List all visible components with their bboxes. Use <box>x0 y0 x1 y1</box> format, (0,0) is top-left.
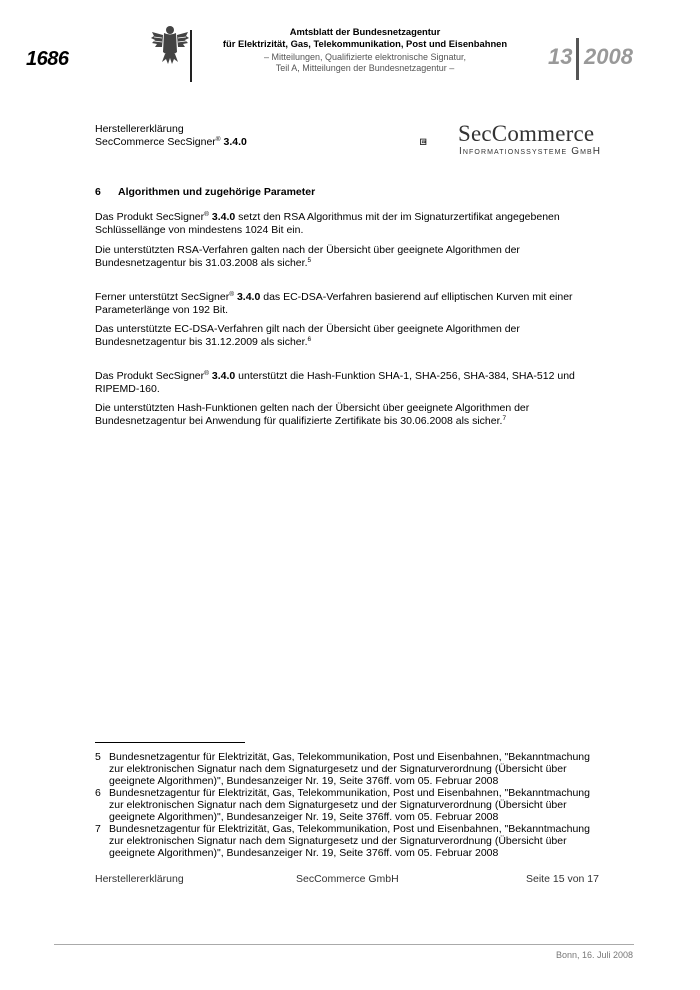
journal-subtitle-line-2: Teil A, Mitteilungen der Bundesnetzagentur – <box>275 63 455 73</box>
issue-divider <box>576 38 579 80</box>
footnote-ref-6[interactable]: 6 <box>307 335 312 343</box>
footnote-number: 7 <box>95 823 101 835</box>
footnote-text: Bundesnetzagentur für Elektrizität, Gas, Telekommunikation, Post und Eisenbahnen, "Bekanntmachung zur elektronischen Signatur nach dem Signaturgesetz und der Signaturverordnung (Übersicht über geeignete Algorithmen)", Bundesanzeiger Nr. 19, Seite 376ff. vom 05. Februar 2008 <box>109 823 590 859</box>
paragraph-hash: Das Produkt SecSigner® 3.4.0 unterstützt die Hash-Funktion SHA-1, SHA-256, SHA-384, SHA-512 und RIPEMD-160. <box>95 370 575 395</box>
publication-date: Bonn, 16. Juli 2008 <box>555 950 633 960</box>
header-divider <box>190 30 192 82</box>
paragraph-rsa: Das Produkt SecSigner® 3.4.0 setzt den RSA Algorithmus mit der im Signaturzertifikat angegebenen Schlüssellänge von mindestens 1024 Bit ein. <box>95 211 560 236</box>
journal-header <box>200 26 530 74</box>
footnote-7 <box>95 823 600 859</box>
logo-tagline: Informationssysteme GmbH <box>459 146 602 157</box>
bottom-divider <box>54 944 634 945</box>
footnote-number: 5 <box>95 751 101 763</box>
document-title-line-1: Herstellererklärung <box>95 123 184 135</box>
journal-title-line-2: für Elektrizität, Gas, Telekommunikation, Post und Eisenbahnen <box>222 38 508 49</box>
section-number: 6 <box>95 186 101 198</box>
section-heading <box>95 186 315 198</box>
paragraph-hash-validity: Die unterstützten Hash-Funktionen gelten nach der Übersicht über geeignete Algorithmen der Bundesnetzagentur bei Anwendung für qualifizierte Zertifikate bis 30.06.2008 als sicher.$^7$ <box>95 402 530 427</box>
footer-company: SecCommerce GmbH <box>296 873 399 885</box>
section-title: Algorithmen und zugehörige Parameter <box>118 186 316 198</box>
footnote-ref-7[interactable]: 7 <box>502 414 507 422</box>
footer-page-count: Seite 15 von 17 <box>526 873 599 885</box>
paragraph-ecdsa-validity: Das unterstützte EC-DSA-Verfahren gilt nach der Übersicht über geeignete Algorithmen der Bundesnetzagentur bis 31.12.2009 als sicher.$^6$ <box>95 323 520 348</box>
footer-document-name: Herstellererklärung <box>95 873 184 885</box>
logo-name: SecCommerce <box>458 121 595 146</box>
document-title <box>95 123 247 149</box>
footnote-ref-5[interactable]: 5 <box>307 256 312 264</box>
issue-year: 2008 <box>584 44 633 69</box>
seccommerce-logo-icon <box>420 122 454 162</box>
footnote-text: Bundesnetzagentur für Elektrizität, Gas, Telekommunikation, Post und Eisenbahnen, "Bekanntmachung zur elektronischen Signatur nach dem Signaturgesetz und der Signaturverordnung (Übersicht über geeignete Algorithmen)", Bundesanzeiger Nr. 19, Seite 376ff. vom 05. Februar 2008 <box>109 787 590 823</box>
footnote-text: Bundesnetzagentur für Elektrizität, Gas, Telekommunikation, Post und Eisenbahnen, "Bekanntmachung zur elektronischen Signatur nach dem Signaturgesetz und der Signaturverordnung (Übersicht über geeignete Algorithmen)", Bundesanzeiger Nr. 19, Seite 376ff. vom 05. Februar 2008 <box>109 751 590 787</box>
journal-subtitle-line-1: – Mitteilungen, Qualifizierte elektronische Signatur, <box>263 52 467 62</box>
footnote-5 <box>95 751 600 787</box>
issue-number: 13 <box>548 44 573 69</box>
paragraph-rsa-validity: Die unterstützten RSA-Verfahren galten nach der Übersicht über geeignete Algorithmen der Bundesnetzagentur bis 31.03.2008 als sicher.$^5$ <box>95 244 520 269</box>
product-line: SecCommerce SecSigner® 3.4.0 <box>95 136 247 148</box>
footnote-6 <box>95 787 600 823</box>
federal-eagle-icon <box>150 22 190 66</box>
footnote-number: 6 <box>95 787 101 799</box>
journal-title-line-1: Amtsblatt der Bundesnetzagentur <box>289 26 441 37</box>
paragraph-ecdsa: Ferner unterstützt SecSigner® 3.4.0 das EC-DSA-Verfahren basierend auf elliptischen Kurven mit einer Parameterlänge von 192 Bit. <box>95 291 573 316</box>
page-number: 1686 <box>26 48 69 70</box>
footnote-separator <box>95 742 245 743</box>
